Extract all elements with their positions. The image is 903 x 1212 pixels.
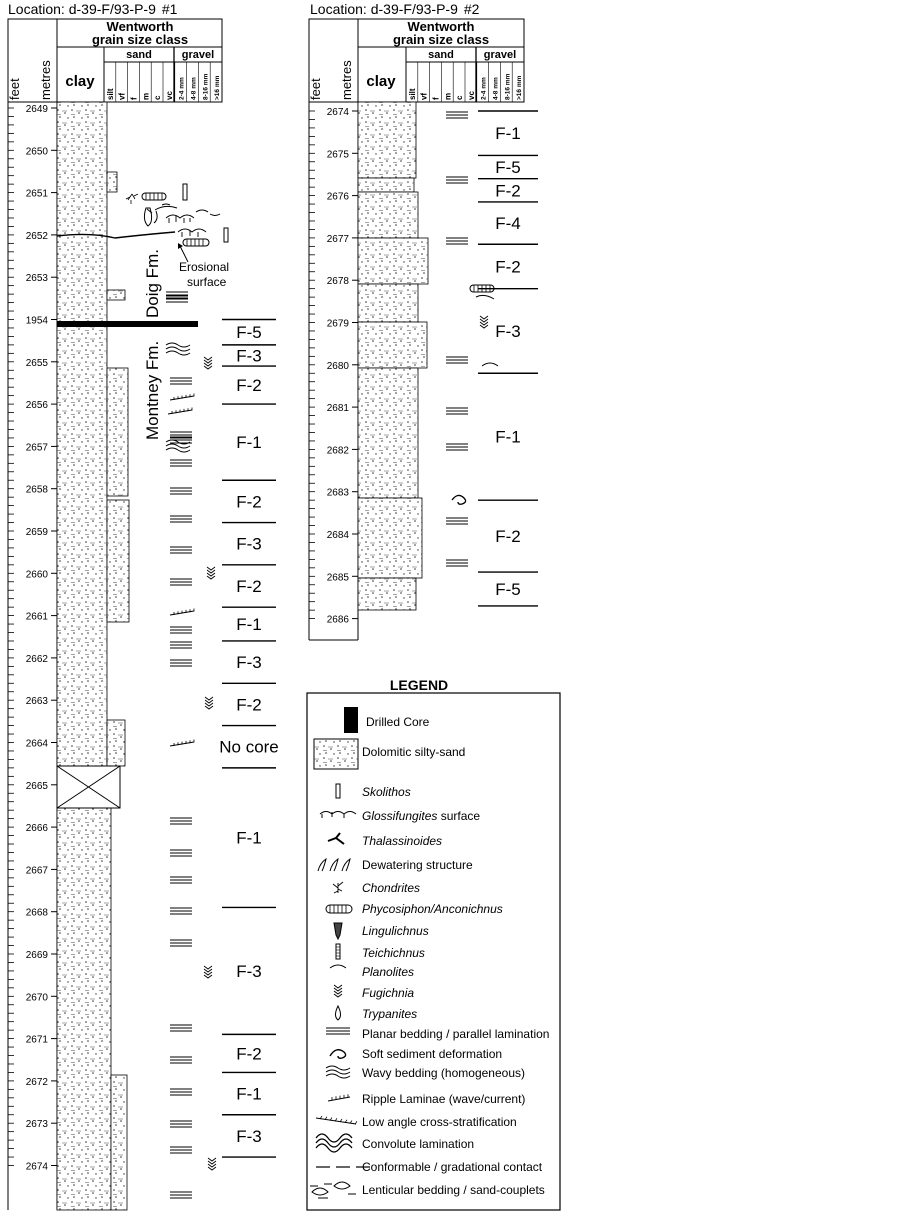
planar-bedding-icon bbox=[446, 112, 468, 118]
teichichnus-icon bbox=[336, 944, 340, 959]
grain-size-subclass: vc bbox=[164, 91, 174, 100]
sedimentary-structures-2 bbox=[446, 112, 498, 566]
legend-label: Dolomitic silty-sand bbox=[362, 745, 466, 759]
header-title-line1: Wentworth bbox=[106, 19, 174, 34]
depth-label: 2682 bbox=[326, 445, 349, 457]
feet-label: feet bbox=[7, 78, 22, 100]
legend-label: Trypanites bbox=[362, 1007, 418, 1021]
planar-bedding-icon bbox=[170, 547, 192, 553]
planar-bedding-icon bbox=[446, 238, 468, 244]
facies-label: F-2 bbox=[236, 576, 262, 596]
legend-label: Wavy bedding (homogeneous) bbox=[362, 1066, 525, 1080]
depth-label: 2674 bbox=[326, 107, 349, 118]
grain-size-subclass: >16 mm bbox=[214, 75, 222, 100]
trypanites-icon bbox=[336, 1006, 341, 1020]
core-column-2 bbox=[308, 1, 538, 640]
grain-size-subclass: silt bbox=[407, 88, 417, 100]
depth-label: 2674 bbox=[25, 1161, 48, 1173]
sedimentary-structures-1 bbox=[166, 292, 216, 1198]
facies-label: F-3 bbox=[495, 321, 521, 341]
no-core-interval bbox=[57, 766, 120, 808]
facies-label: F-1 bbox=[495, 124, 521, 144]
depth-label: 2671 bbox=[25, 1034, 48, 1046]
planar-bedding-icon bbox=[170, 488, 192, 494]
legend-label: Planar bedding / parallel lamination bbox=[362, 1027, 550, 1041]
metres-label: metres bbox=[38, 60, 53, 100]
thalassinoides-icon bbox=[328, 833, 344, 844]
legend bbox=[307, 677, 560, 1210]
legend-label: Chondrites bbox=[362, 881, 421, 895]
facies-label: F-2 bbox=[495, 527, 521, 547]
facies-label: F-3 bbox=[236, 1126, 262, 1146]
depth-label: 2656 bbox=[25, 400, 48, 412]
depth-label: 2677 bbox=[326, 233, 349, 245]
grain-size-header-1 bbox=[7, 19, 222, 102]
phycosiphon-icon bbox=[326, 905, 352, 913]
depth-label: 2659 bbox=[25, 527, 48, 538]
skolithos-icon bbox=[336, 784, 340, 798]
erosional-annotation-2: surface bbox=[187, 275, 227, 289]
facies-label: F-3 bbox=[236, 961, 262, 981]
facies-label: F-2 bbox=[236, 695, 262, 715]
depth-label: 2670 bbox=[25, 992, 48, 1004]
fugichnia-icon bbox=[204, 357, 212, 369]
planar-bedding-icon bbox=[170, 642, 192, 648]
depth-label: 2683 bbox=[326, 487, 349, 499]
metres-label: metres bbox=[339, 60, 354, 100]
grain-size-subclass: >16 mm bbox=[516, 75, 524, 100]
sand-label: sand bbox=[428, 49, 454, 61]
planar-bedding-icon bbox=[446, 177, 468, 183]
depth-label: 2678 bbox=[326, 276, 349, 288]
planar-bedding-icon bbox=[446, 518, 468, 524]
depth-label: 2657 bbox=[25, 442, 48, 454]
soft-sediment-deformation-icon bbox=[330, 1050, 346, 1059]
depth-label: 2675 bbox=[326, 149, 349, 161]
depth-label: 2660 bbox=[25, 569, 48, 581]
location-title-2: Location: d-39-F/93-P-9 #2 bbox=[310, 1, 480, 17]
depth-label: 2663 bbox=[25, 696, 48, 708]
lithology-column-2 bbox=[358, 102, 428, 610]
planar-bedding-icon bbox=[446, 357, 468, 363]
planar-bedding-icon bbox=[170, 818, 192, 824]
sand-label: sand bbox=[126, 49, 152, 61]
ripple-laminae-icon bbox=[170, 394, 194, 401]
skolithos-icon bbox=[183, 184, 187, 200]
planolites-icon bbox=[330, 965, 346, 968]
grain-size-subclass: c bbox=[153, 95, 163, 100]
facies-label: F-2 bbox=[495, 181, 521, 201]
planar-bedding-icon bbox=[446, 408, 468, 414]
planar-bedding-icon bbox=[446, 560, 468, 566]
planar-bedding-icon bbox=[170, 850, 192, 856]
depth-label: 2662 bbox=[25, 653, 48, 665]
planar-bedding-icon bbox=[326, 1028, 350, 1034]
wavy-bedding-icon bbox=[326, 1066, 350, 1078]
legend-label: Ripple Laminae (wave/current) bbox=[362, 1092, 526, 1106]
legend-box bbox=[307, 693, 560, 1210]
convolute-lamination-icon bbox=[316, 1134, 352, 1152]
grain-size-subclass: m bbox=[141, 92, 151, 100]
legend-label: Soft sediment deformation bbox=[362, 1047, 503, 1061]
facies-column-1 bbox=[219, 320, 279, 1158]
grain-size-subclass: 2-4 mm bbox=[480, 77, 488, 100]
depth-ticks-1 bbox=[8, 104, 57, 1173]
depth-label: 2684 bbox=[326, 530, 349, 541]
fugichnia-icon bbox=[204, 966, 212, 978]
location-title-1: Location: d-39-F/93-P-9 #1 bbox=[8, 1, 178, 17]
depth-label: 2681 bbox=[326, 403, 349, 415]
trypanites-icon bbox=[144, 208, 151, 226]
glossifungites-icon bbox=[166, 215, 194, 223]
lingulichnus-icon bbox=[334, 923, 342, 939]
grain-size-subclass: m bbox=[443, 92, 453, 100]
depth-label: 2666 bbox=[25, 823, 48, 835]
glossifungites-icon bbox=[320, 812, 356, 819]
facies-label: F-1 bbox=[236, 433, 262, 453]
legend-label: Drilled Core bbox=[366, 715, 430, 729]
depth-label: 2668 bbox=[25, 907, 48, 919]
depth-label: 2655 bbox=[25, 357, 48, 369]
grain-size-subclass: 8-16 mm bbox=[202, 73, 210, 100]
facies-label: F-4 bbox=[495, 214, 521, 234]
facies-label: F-5 bbox=[495, 579, 521, 599]
legend-label: Low angle cross-stratification bbox=[362, 1115, 517, 1129]
chondrites-icon bbox=[333, 882, 343, 893]
chondrites-icon bbox=[126, 194, 138, 204]
dewatering-icon bbox=[318, 859, 350, 871]
grain-size-subclass: 4-8 mm bbox=[190, 77, 198, 100]
legend-label: Phycosiphon/Anconichnus bbox=[362, 902, 503, 916]
grain-size-subclass: f bbox=[129, 97, 139, 100]
planar-bedding-icon bbox=[166, 296, 188, 302]
glossifungites-icon bbox=[178, 229, 206, 237]
legend-label: Convolute lamination bbox=[362, 1137, 475, 1151]
depth-label: 2672 bbox=[25, 1076, 48, 1088]
wavy-bedding-icon bbox=[166, 343, 190, 355]
planar-bedding-icon bbox=[446, 444, 468, 450]
drilled-core-bar bbox=[57, 321, 198, 327]
fugichnia-icon bbox=[205, 697, 213, 709]
legend-label: Teichichnus bbox=[362, 946, 425, 960]
fugichnia-icon bbox=[207, 567, 215, 579]
drilled-core-icon bbox=[344, 707, 358, 733]
depth-label: 2653 bbox=[25, 273, 48, 285]
grain-size-subclass: vc bbox=[466, 91, 476, 100]
ripple-laminae-icon bbox=[170, 609, 194, 616]
facies-label: F-5 bbox=[236, 323, 262, 343]
planar-bedding-icon bbox=[166, 292, 188, 298]
depth-label: 2676 bbox=[326, 191, 349, 203]
facies-label: F-1 bbox=[236, 828, 262, 848]
grain-size-subclass: vf bbox=[419, 92, 429, 100]
facies-column-2 bbox=[478, 111, 538, 606]
planar-bedding-icon bbox=[170, 1025, 192, 1031]
ripple-laminae-icon bbox=[170, 740, 194, 747]
planar-bedding-icon bbox=[170, 516, 192, 522]
planar-bedding-icon bbox=[170, 460, 192, 466]
depth-label: 1954 bbox=[25, 315, 48, 327]
ripple-laminae-icon bbox=[328, 1094, 350, 1101]
ichnofossil-cluster bbox=[126, 184, 229, 289]
planar-bedding-icon bbox=[170, 1147, 192, 1153]
legend-label: Thalassinoides bbox=[362, 834, 443, 848]
depth-label: 2686 bbox=[326, 614, 349, 626]
ripple-laminae-icon bbox=[168, 408, 192, 415]
header-title-line2: grain size class bbox=[91, 32, 189, 47]
depth-label: 2661 bbox=[25, 611, 48, 623]
dolomitic-silty-sand-icon bbox=[314, 739, 358, 769]
facies-label: F-1 bbox=[236, 615, 262, 635]
gravel-label: gravel bbox=[181, 49, 215, 61]
fugichnia-icon bbox=[208, 1158, 216, 1170]
planar-bedding-icon bbox=[170, 940, 192, 946]
depth-label: 2685 bbox=[326, 572, 349, 584]
facies-label: F-1 bbox=[495, 427, 521, 447]
core-column-1 bbox=[7, 1, 279, 1210]
planar-bedding-icon bbox=[170, 660, 192, 666]
planar-bedding-icon bbox=[170, 1192, 192, 1198]
depth-label: 2667 bbox=[25, 865, 48, 877]
gravel-label: gravel bbox=[483, 49, 517, 61]
depth-label: 2679 bbox=[326, 318, 349, 330]
grain-size-subclass: 8-16 mm bbox=[504, 73, 512, 100]
facies-label: F-3 bbox=[236, 534, 262, 554]
skolithos-icon bbox=[224, 228, 228, 242]
formation-label-doig: Doig Fm. bbox=[143, 249, 162, 318]
planar-bedding-icon bbox=[170, 1121, 192, 1127]
facies-label: No core bbox=[219, 737, 279, 757]
facies-label: F-2 bbox=[495, 257, 521, 277]
legend-label: Fugichnia bbox=[362, 986, 415, 1000]
facies-label: F-2 bbox=[236, 492, 262, 512]
erosional-annotation-1: Erosional bbox=[179, 260, 230, 274]
legend-label: Conformable / gradational contact bbox=[362, 1160, 543, 1174]
header-title-line1: Wentworth bbox=[407, 19, 475, 34]
planar-bedding-icon bbox=[170, 877, 192, 883]
depth-label: 2651 bbox=[25, 188, 48, 200]
depth-label: 2649 bbox=[25, 104, 48, 115]
depth-label: 2680 bbox=[326, 360, 349, 372]
grain-size-subclass: vf bbox=[117, 92, 127, 100]
grain-size-subclass: silt bbox=[105, 88, 115, 100]
facies-label: F-2 bbox=[236, 1044, 262, 1064]
clay-label: clay bbox=[65, 73, 95, 90]
planolites-icon bbox=[482, 363, 498, 366]
planar-bedding-icon bbox=[170, 378, 192, 384]
planar-bedding-icon bbox=[170, 1057, 192, 1063]
facies-label: F-3 bbox=[236, 346, 262, 366]
lenticular-bedding-icon bbox=[310, 1182, 356, 1198]
legend-label: Skolithos bbox=[362, 785, 411, 799]
soft-sediment-deformation-icon bbox=[452, 495, 466, 504]
planar-bedding-icon bbox=[170, 1089, 192, 1095]
clay-label: clay bbox=[366, 73, 396, 90]
depth-label: 2665 bbox=[25, 780, 48, 792]
fugichnia-icon bbox=[334, 985, 342, 997]
grain-size-subclass: f bbox=[431, 97, 441, 100]
depth-label: 2673 bbox=[25, 1119, 48, 1131]
legend-label: Lenticular bedding / sand-couplets bbox=[362, 1183, 545, 1197]
planar-bedding-icon bbox=[170, 627, 192, 633]
lithology-column-1 bbox=[57, 102, 198, 1210]
depth-label: 2658 bbox=[25, 484, 48, 496]
grain-size-subclass: 2-4 mm bbox=[178, 77, 186, 100]
depth-label: 2650 bbox=[25, 146, 48, 158]
formation-label-montney: Montney Fm. bbox=[143, 340, 162, 440]
planar-bedding-icon bbox=[170, 579, 192, 585]
facies-label: F-1 bbox=[236, 1084, 262, 1104]
legend-title: LEGEND bbox=[389, 677, 449, 693]
low-angle-cross-strat-icon bbox=[316, 1116, 357, 1124]
planar-bedding-icon bbox=[170, 908, 192, 914]
header-title-line2: grain size class bbox=[392, 32, 490, 47]
feet-label: feet bbox=[308, 78, 323, 100]
legend-label: Dewatering structure bbox=[362, 858, 473, 872]
legend-label: Lingulichnus bbox=[362, 924, 429, 938]
wavy-bedding-icon bbox=[166, 440, 190, 452]
legend-label: Planolites bbox=[362, 965, 415, 979]
grain-size-subclass: 4-8 mm bbox=[492, 77, 500, 100]
phycosiphon-icon bbox=[183, 239, 209, 246]
grain-size-header-2 bbox=[308, 19, 524, 102]
grain-size-subclass: c bbox=[455, 95, 465, 100]
facies-label: F-5 bbox=[495, 158, 521, 178]
phycosiphon-icon bbox=[142, 193, 166, 200]
depth-label: 2669 bbox=[25, 950, 48, 961]
depth-label: 2652 bbox=[25, 230, 48, 242]
fugichnia-icon bbox=[480, 316, 488, 328]
facies-label: F-2 bbox=[236, 376, 262, 396]
depth-label: 2664 bbox=[25, 738, 48, 750]
facies-label: F-3 bbox=[236, 653, 262, 673]
legend-label: Glossifungites surface bbox=[362, 809, 481, 823]
depth-ticks-2 bbox=[309, 107, 358, 626]
